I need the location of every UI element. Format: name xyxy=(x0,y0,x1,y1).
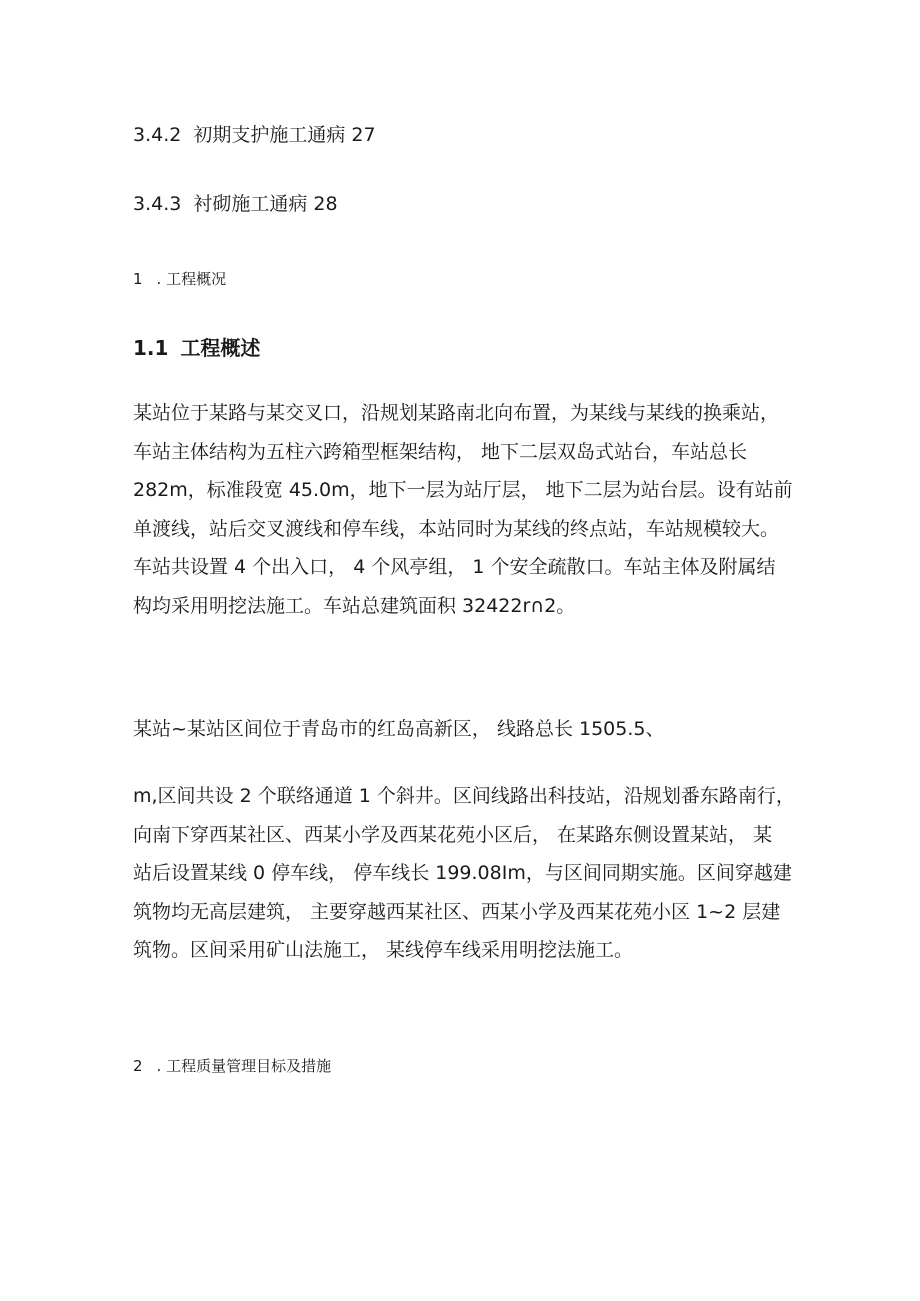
toc-number: 3.4.2 xyxy=(133,124,182,146)
paragraph-section-intro xyxy=(133,710,813,749)
paragraph-line: 单渡线，站后交叉渡线和停车线，本站同时为某线的终点站，车站规模较大。 xyxy=(133,517,780,540)
toc-entry-3-4-2[interactable] xyxy=(133,120,376,147)
paragraph-line: m,区间共设 2 个联络通道 1 个斜井。区间线路出科技站，沿规划番东路南行， xyxy=(133,785,795,807)
section-label: . 工程质量管理目标及措施 xyxy=(156,1057,332,1075)
paragraph-line: 车站共设置 4 个出入口， 4 个风亭组， 1 个安全疏散口。车站主体及附属结 xyxy=(133,556,776,578)
section-number: 1 xyxy=(133,270,143,288)
heading-label: 工程概述 xyxy=(180,336,261,360)
paragraph-line: 构均采用明挖法施工。车站总建筑面积 32422r∩2。 xyxy=(133,594,576,617)
subsection-heading xyxy=(133,332,260,361)
section-title-2 xyxy=(133,1055,331,1076)
paragraph-station-overview xyxy=(133,394,813,625)
paragraph-line: 筑物均无高层建筑， 主要穿越西某社区、西某小学及西某花苑小区 1~2 层建 xyxy=(133,900,781,923)
heading-number: 1.1 xyxy=(133,336,169,360)
paragraph-section-details xyxy=(133,777,813,970)
paragraph-line: 某站位于某路与某交叉口，沿规划某路南北向布置，为某线与某线的换乘站， xyxy=(133,402,780,424)
toc-title: 衬砌施工通病 28 xyxy=(193,193,338,215)
paragraph-line: 车站主体结构为五柱六跨箱型框架结构， 地下二层双岛式站台，车站总长 xyxy=(133,440,748,463)
section-title-1 xyxy=(133,268,226,289)
toc-number: 3.4.3 xyxy=(133,193,182,215)
toc-entry-3-4-3[interactable] xyxy=(133,189,338,216)
section-number: 2 xyxy=(133,1057,143,1075)
paragraph-line: 向南下穿西某社区、西某小学及西某花苑小区后， 在某路东侧设置某站， 某 xyxy=(133,823,773,846)
paragraph-line: 282m，标准段宽 45.0m，地下一层为站厅层， 地下二层为站台层。设有站前 xyxy=(133,479,793,501)
paragraph-line: 筑物。区间采用矿山法施工， 某线停车线采用明挖法施工。 xyxy=(133,939,634,961)
paragraph-line: 站后设置某线 0 停车线， 停车线长 199.08Im，与区间同期实施。区间穿越建 xyxy=(133,862,792,884)
section-label: . 工程概况 xyxy=(156,270,227,288)
toc-title: 初期支护施工通病 27 xyxy=(193,124,376,146)
paragraph-line: 某站~某站区间位于青岛市的红岛高新区， 线路总长 1505.5、 xyxy=(133,718,665,740)
